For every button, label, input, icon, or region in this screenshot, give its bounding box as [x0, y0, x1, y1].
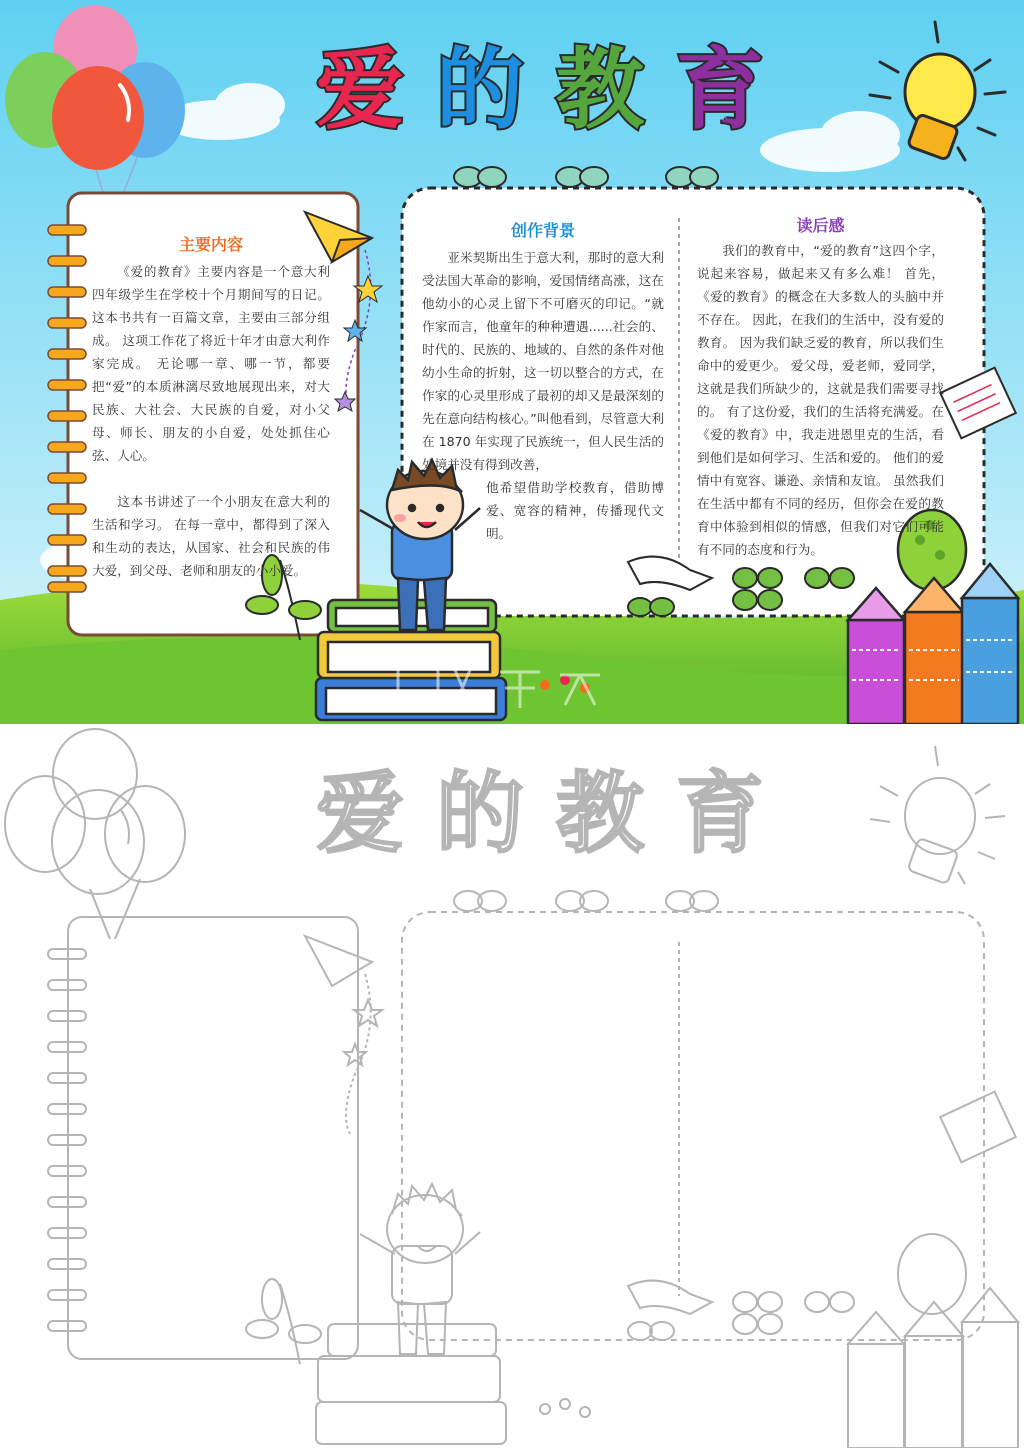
- outline-notebook: [68, 917, 358, 1359]
- main-content-paragraph-2: 这本书讲述了一个小朋友在意大利的生活和学习。 在每一章中，都得到了深入和生动的表达，从国家、社会和民族的伟大爱，到父母、老师和朋友的小小爱。: [92, 494, 330, 578]
- outline-title-char-3: 教: [555, 762, 644, 865]
- reflection-section: [697, 213, 944, 561]
- balloons-outline-icon: [5, 729, 185, 939]
- sprout-decor: [454, 167, 718, 187]
- outline-poster-title: [300, 759, 780, 869]
- main-content-section: [92, 232, 330, 582]
- reflection-heading: 读后感: [796, 216, 845, 235]
- main-content-paragraph-1: 《爱的教育》主要内容是一个意大利四年级学生在学校十个月期间写的日记。 这本书共有一百篇文章，主要由三部分组成。 这项工作花了将近十年才由意大利作家完成。 无论哪一章、哪一节，都要把“爱”的本质淋漓尽致地展现出来，对大民族、大社会、大民族的自爱，对小父母、师长、朋友的小自爱，处处抓住心弦、人心。: [92, 264, 330, 463]
- outline-title-char-1: 爱: [315, 762, 404, 865]
- background-section: [422, 218, 664, 545]
- title-char-2: 的: [435, 38, 524, 141]
- main-content-heading: 主要内容: [178, 235, 243, 254]
- title-char-4: 育: [675, 38, 764, 141]
- poster-title: [300, 35, 780, 145]
- reflection-paragraph: 我们的教育中，“爱的教育”这四个字，说起来容易，做起来又有多么难！ 首先，《爱的教育》的概念在大多数人的头脑中并不存在。 因此，在我们的生活中，没有爱的教育。 因为我们缺乏爱的教育，所以我们生命中的爱更少。 爱父母，爱老师，爱同学，这就是我们所缺少的，这就是我们需要寻找的。 有了这份爱，我们的生活将充满爱。在《爱的教育》中，我走进恩里克的生活，看到他们是如何学习、生活和爱的。 他们的爱情中有宽容、谦逊、亲情和友谊。 虽然我们在生活中都有不同的经历，但你会在爱的教育中体验到相似的情感，但我们对它们可能有不同的态度和行为。: [697, 243, 944, 557]
- outline-title-char-4: 育: [675, 762, 764, 865]
- lightbulb-outline-icon: [870, 746, 1005, 884]
- background-tail: 他希望借助学校教育，借助博爱、宽容的精神，传播现代文明。: [486, 480, 664, 541]
- outline-poster-panel: [0, 724, 1024, 1448]
- outline-board: [402, 912, 984, 1340]
- outline-title-char-2: 的: [435, 762, 524, 865]
- title-char-1: 爱: [315, 38, 404, 141]
- background-heading: 创作背景: [510, 221, 575, 240]
- background-paragraph: 亚米契斯出生于意大利，那时的意大利受法国大革命的影响，爱国情绪高涨，这在他幼小的心灵上留下不可磨灭的印记。“就作家而言，他童年的种种遭遇......社会的、时代的、民族的、地域的、自然的条件对他幼小生命的折射，这一切以整合的方式，在作家的心灵里形成了最初的却又是最深刻的先在意向结构核心。”叫他看到，尽管意大利在 1870 年实现了民族统一，但人民生活的处境并没有得到改善，: [422, 250, 664, 472]
- title-char-3: 教: [555, 38, 644, 141]
